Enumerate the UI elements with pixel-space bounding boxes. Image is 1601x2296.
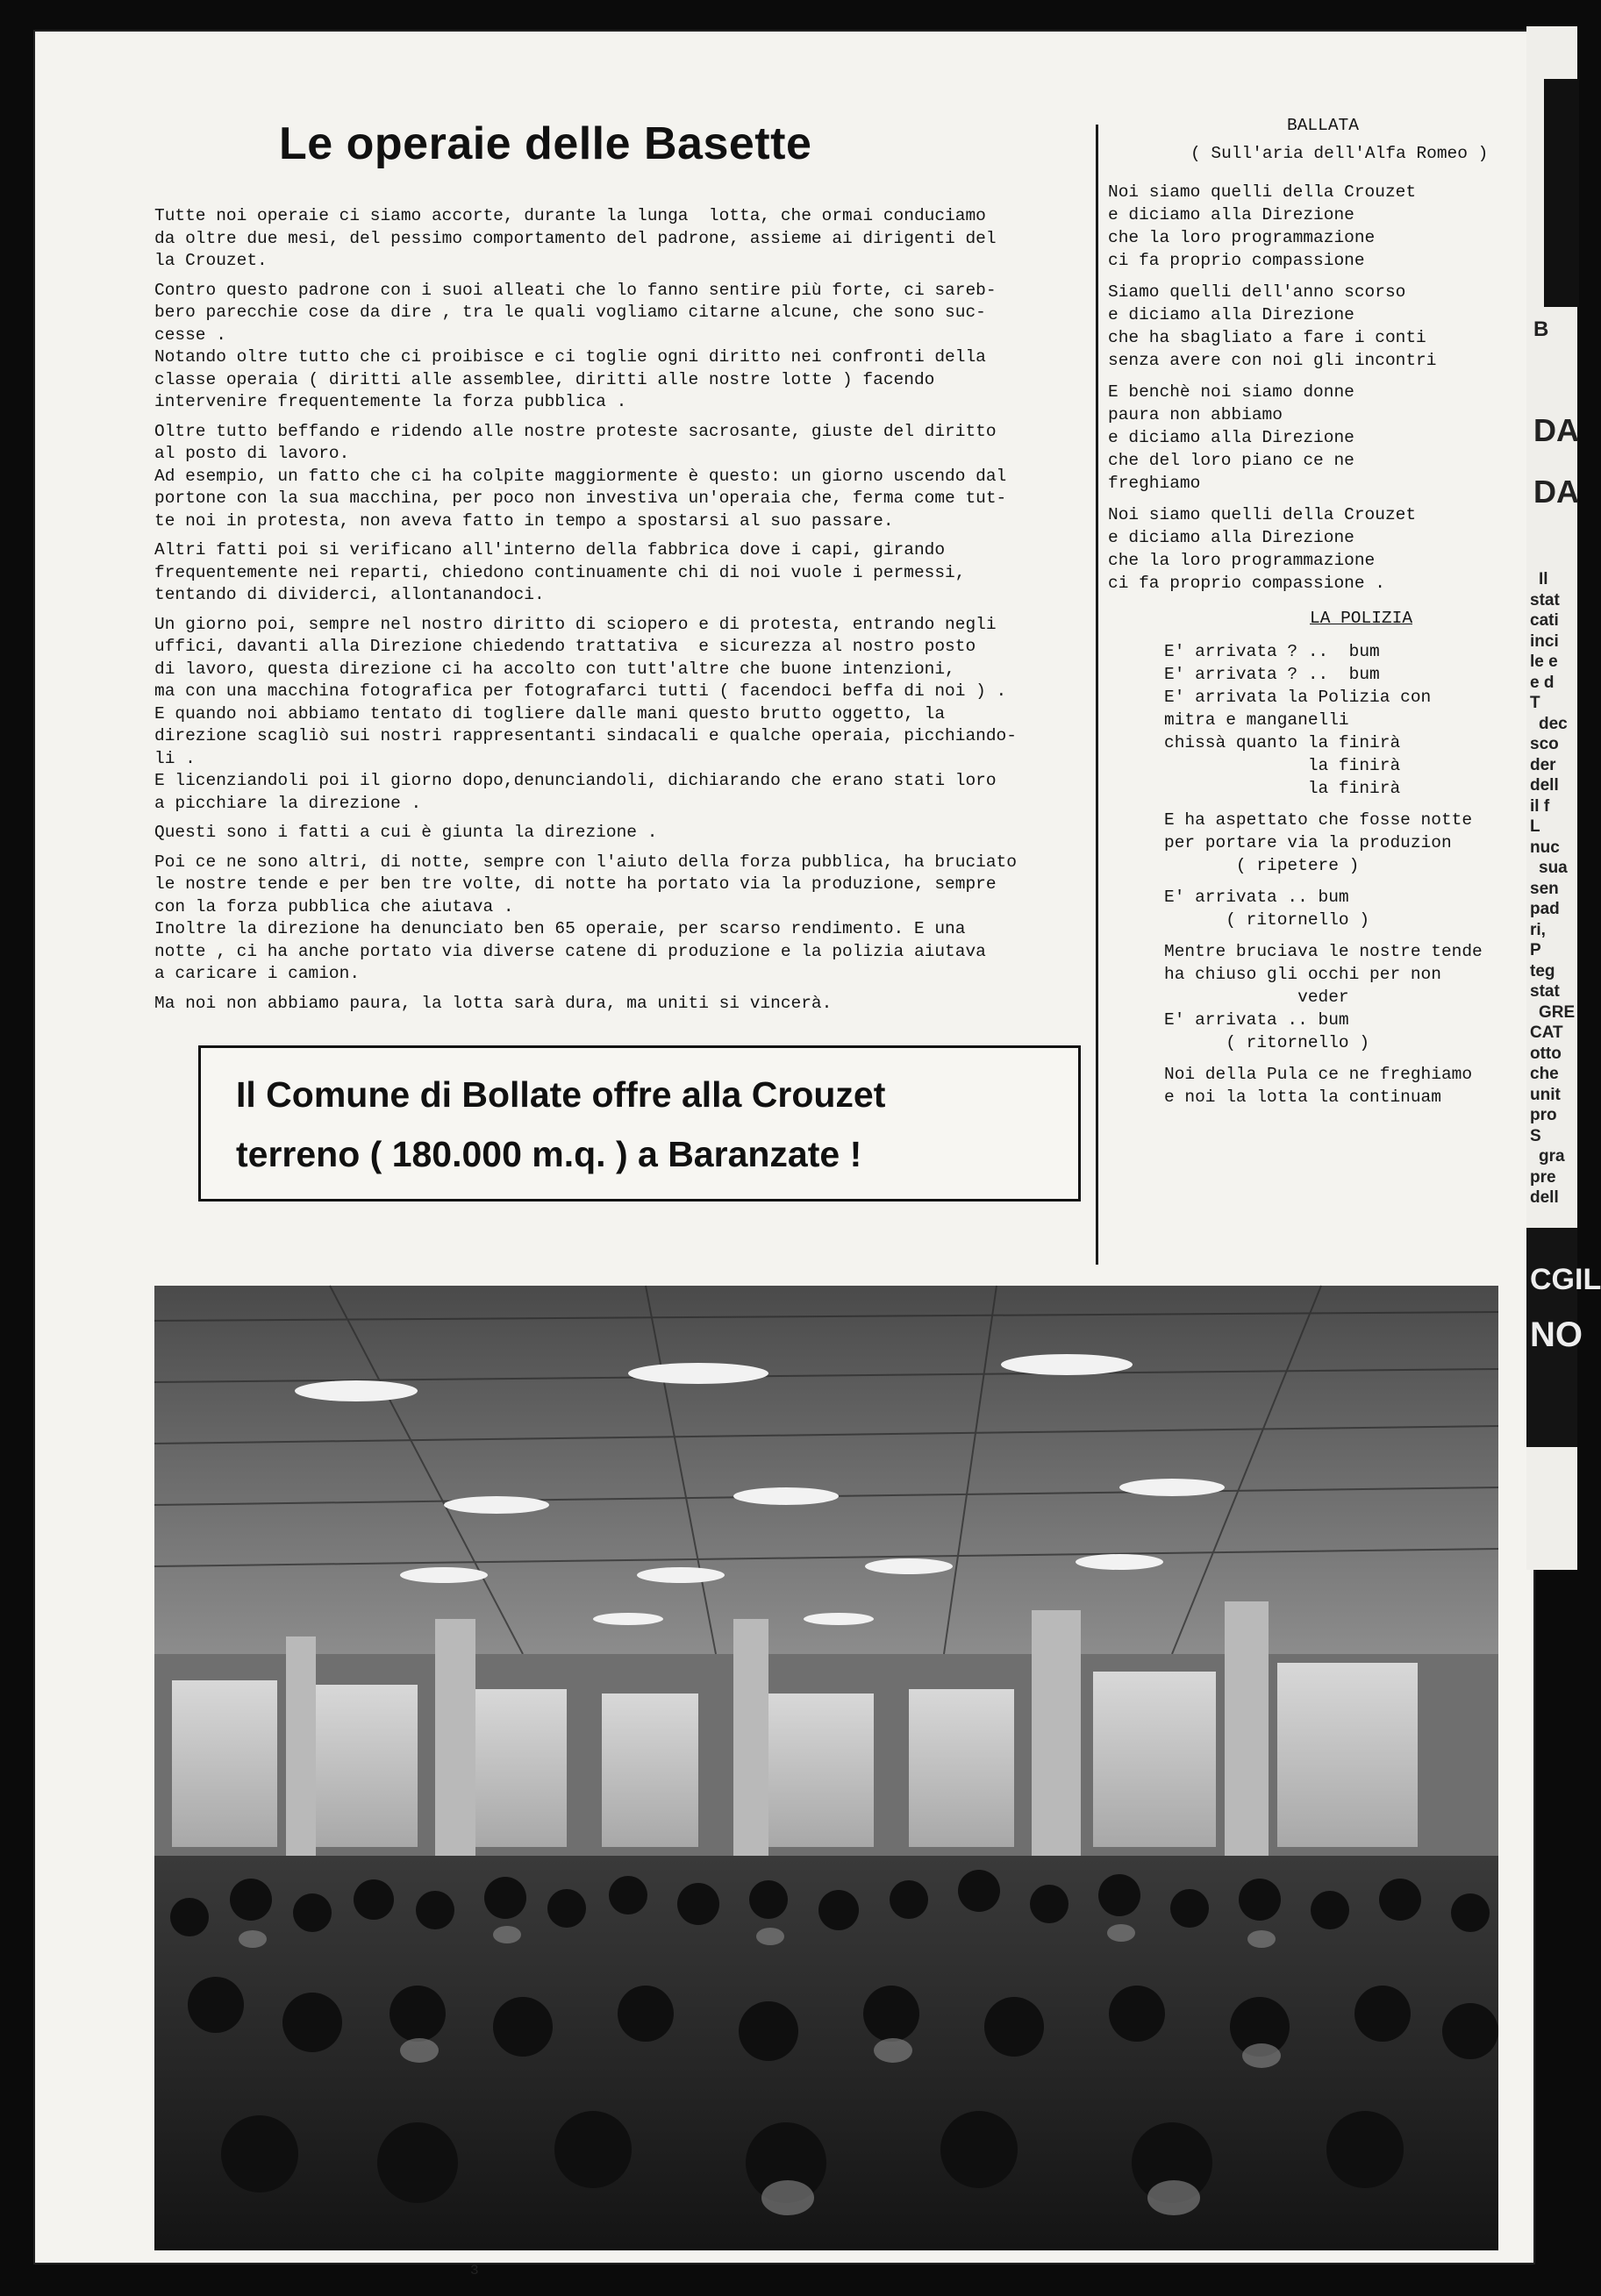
strip-letter: B bbox=[1533, 317, 1549, 341]
strip-word: nuc bbox=[1530, 838, 1560, 857]
strip-word: GRE bbox=[1539, 1002, 1576, 1022]
page-mark: 3 bbox=[470, 2263, 479, 2278]
ballad-stanza: E benchè noi siamo donne paura non abbiamo e diciamo alla Direzione che del loro piano ce ne freghiamo bbox=[1108, 382, 1354, 493]
article-paragraph: Questi sono i fatti a cui è giunta la direzione . bbox=[154, 823, 658, 842]
strip-word: stat bbox=[1530, 982, 1560, 1001]
strip-word: otto bbox=[1530, 1044, 1562, 1063]
strip-word: dec bbox=[1539, 714, 1568, 733]
strip-word: sco bbox=[1530, 735, 1559, 753]
polizia-stanza: E ha aspettato che fosse notte per portare via la produzion ( ripetere ) bbox=[1164, 810, 1473, 875]
strip-word: pre bbox=[1530, 1167, 1556, 1187]
ballad-column bbox=[1108, 114, 1538, 1117]
strip-word: pro bbox=[1530, 1106, 1557, 1124]
article-paragraph: Contro questo padrone con i suoi alleati che lo fanno sentire più forte, ci sareb- bero parecchie cose da dire , tra le quali vogliamo citarne alcune, che sono suc- cesse . Notando oltre tutto che ci proibisce e ci toglie ogni diritto nei confronti della classe operaia ( diritti alle assemblee, diritti alle nostre lotte ) facendo intervenire frequentemente la forza pubblica . bbox=[154, 280, 997, 411]
banner-line: Il Comune di Bollate offre alla Crouzet bbox=[236, 1074, 886, 1115]
banner-line: terreno ( 180.000 m.q. ) a Baranzate ! bbox=[236, 1134, 862, 1174]
ballad-stanza: Noi siamo quelli della Crouzet e diciamo alla Direzione che la loro programmazione ci fa proprio compassione . bbox=[1108, 505, 1417, 593]
adjacent-page-edge bbox=[1526, 26, 1601, 1570]
article-paragraph: Ma noi non abbiamo paura, la lotta sarà dura, ma uniti si vincerà. bbox=[154, 993, 833, 1013]
strip-word: le e bbox=[1530, 652, 1558, 671]
strip-letter: DA bbox=[1533, 474, 1579, 510]
polizia-stanza: Noi della Pula ce ne freghiamo e noi la lotta la continuam bbox=[1164, 1065, 1473, 1107]
strip-word: ri, bbox=[1530, 920, 1546, 939]
stamp-text: NO bbox=[1530, 1316, 1583, 1354]
strip-letter: DA bbox=[1533, 412, 1579, 448]
ballad-title: BALLATA bbox=[1287, 116, 1359, 135]
assembly-photo bbox=[154, 1286, 1498, 2250]
strip-word: inci bbox=[1530, 631, 1559, 651]
strip-word: sen bbox=[1530, 879, 1559, 898]
strip-word: pad bbox=[1530, 900, 1560, 918]
strip-word: der bbox=[1530, 755, 1556, 774]
ballad-subtitle: ( Sull'aria dell'Alfa Romeo ) bbox=[1190, 144, 1489, 163]
newspaper-page bbox=[33, 30, 1535, 2278]
strip-word: e d bbox=[1530, 673, 1555, 692]
headline-banner bbox=[198, 1045, 1081, 1201]
article-body bbox=[154, 205, 1093, 1022]
strip-word: che bbox=[1530, 1065, 1559, 1083]
dark-block bbox=[1544, 79, 1579, 307]
strip-word: sua bbox=[1539, 859, 1568, 877]
strip-word: stat bbox=[1530, 590, 1560, 610]
strip-word: dell bbox=[1530, 776, 1559, 795]
strip-word: P bbox=[1530, 941, 1541, 959]
article-paragraph: Altri fatti poi si verificano all'interno della fabbrica dove i capi, girando frequentemente nei reparti, chiedono continuamente chi di noi vuole i permessi, tentando di dividerci, allontanandoci. bbox=[154, 540, 966, 604]
polizia-stanza: Mentre bruciava le nostre tende ha chiuso gli occhi per non veder E' arrivata .. bum ( ritornello ) bbox=[1164, 942, 1483, 1052]
polizia-stanza: E' arrivata ? .. bum E' arrivata ? .. bum E' arrivata la Polizia con mitra e manganelli chissà quanto la finirà la finirà la finirà bbox=[1164, 642, 1432, 798]
strip-word: CAT bbox=[1530, 1023, 1563, 1042]
polizia-stanza: E' arrivata .. bum ( ritornello ) bbox=[1164, 888, 1370, 930]
column-divider bbox=[1096, 125, 1098, 1265]
stamp-block bbox=[1526, 1228, 1601, 1447]
article-paragraph: Un giorno poi, sempre nel nostro diritto di sciopero e di protesta, entrando negli uffici, davanti alla Direzione chiedendo trattativa e sicurezza al nostro posto di lavoro, questa direzione ci ha accolto con tutt'altre che buone intenzioni, ma con una macchina fotografica per fotografarci tutti ( facendoci beffa di noi ) . E quando noi abbiamo tentato di togliere dalle mani questo brutto oggetto, la direzione scagliò sui nostri rappresentanti sindacali e qualche operaia, picchiando- li . E licenziandoli poi il giorno dopo,denunciandoli, dichiarando che erano stati loro a picchiare la direzione . bbox=[154, 614, 1017, 813]
strip-word: S bbox=[1530, 1126, 1541, 1145]
strip-word: L bbox=[1530, 817, 1540, 836]
article-paragraph: Tutte noi operaie ci siamo accorte, durante la lunga lotta, che ormai conduciamo da oltre due mesi, del pessimo comportamento del padrone, assieme ai dirigenti del la Crouzet. bbox=[154, 206, 997, 270]
article-paragraph: Oltre tutto beffando e ridendo alle nostre proteste sacrosante, giuste del diritto al posto di lavoro. Ad esempio, un fatto che ci ha colpite maggiormente è questo: un giorno uscendo dal portone con la sua macchina, per poco non investiva un'operaia che, ferma come tut- te noi in protesta, non aveva fatto in tempo a spostarsi al suo passare. bbox=[154, 421, 1007, 531]
strip-word: T bbox=[1530, 694, 1540, 712]
stamp-text: CGIL bbox=[1530, 1263, 1601, 1296]
strip-word: Il bbox=[1539, 570, 1548, 588]
polizia-title: LA POLIZIA bbox=[1310, 609, 1413, 628]
ballad-stanza: Noi siamo quelli della Crouzet e diciamo alla Direzione che la loro programmazione ci fa proprio compassione bbox=[1108, 182, 1417, 270]
article-paragraph: Poi ce ne sono altri, di notte, sempre con l'aiuto della forza pubblica, ha bruciato le nostre tende e per ben tre volte, di notte ha portato via la produzione, sempre con la forza pubblica che aiutava . Inoltre la direzione ha denunciato ben 65 operaie, per scarso rendimento. E una notte , ci ha anche portato via diverse catene di produzione e la polizia aiutava a caricare i camion. bbox=[154, 852, 1017, 983]
strip-word: cati bbox=[1530, 611, 1559, 630]
ballad-stanza: Siamo quelli dell'anno scorso e diciamo alla Direzione che ha sbagliato a fare i conti senza avere con noi gli incontri bbox=[1108, 282, 1437, 370]
strip-word: gra bbox=[1539, 1147, 1565, 1166]
article-title: Le operaie delle Basette bbox=[279, 118, 812, 169]
strip-word: dell bbox=[1530, 1188, 1559, 1207]
strip-word: il f bbox=[1530, 796, 1550, 816]
assembly-photo-image bbox=[154, 1286, 1498, 2250]
strip-word: unit bbox=[1530, 1085, 1561, 1104]
strip-word: teg bbox=[1530, 961, 1555, 980]
